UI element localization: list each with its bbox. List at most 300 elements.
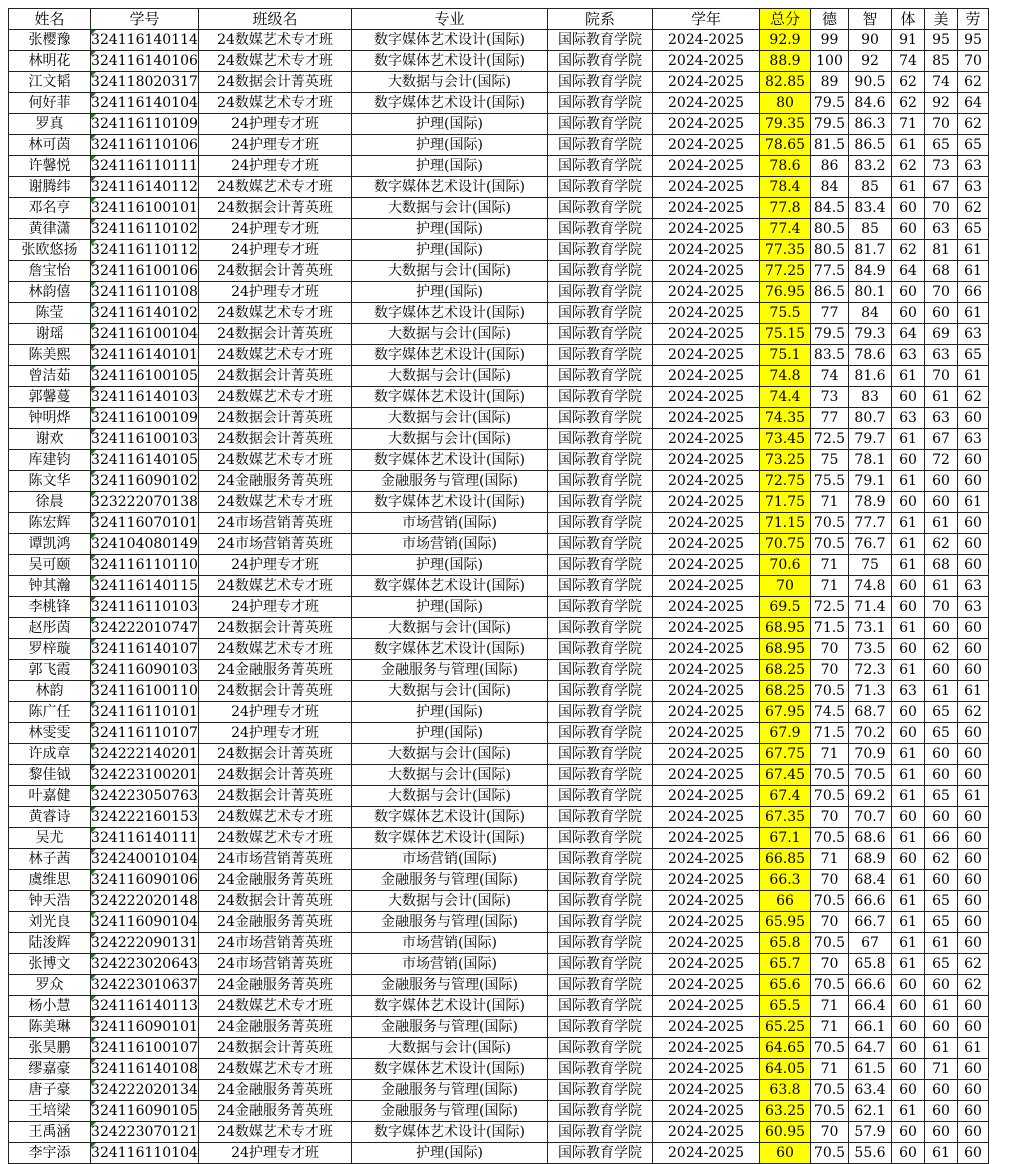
table-row <box>9 954 989 975</box>
cell-school-year: 2024-2025 <box>653 786 760 807</box>
cell-total-score: 73.25 <box>760 450 811 471</box>
cell-total-score: 67.4 <box>760 786 811 807</box>
cell-class-name: 24数据会计菁英班 <box>199 324 352 345</box>
header-row <box>9 9 989 30</box>
cell-aesthetic: 60 <box>925 1080 958 1101</box>
cell-intellect: 68.7 <box>849 702 892 723</box>
cell-aesthetic: 70 <box>925 114 958 135</box>
cell-physical: 60 <box>892 492 925 513</box>
cell-intellect: 80.7 <box>849 408 892 429</box>
cell-moral: 80.5 <box>811 219 849 240</box>
table-row <box>9 597 989 618</box>
cell-department: 国际教育学院 <box>548 135 653 156</box>
cell-aesthetic: 85 <box>925 51 958 72</box>
table-row <box>9 891 989 912</box>
cell-name: 詹宝怡 <box>9 261 91 282</box>
cell-intellect: 61.5 <box>849 1059 892 1080</box>
cell-aesthetic: 65 <box>925 912 958 933</box>
table-body <box>9 30 989 1164</box>
cell-school-year: 2024-2025 <box>653 1143 760 1164</box>
cell-school-year: 2024-2025 <box>653 219 760 240</box>
cell-physical: 61 <box>892 618 925 639</box>
cell-major: 数字媒体艺术设计(国际) <box>352 996 548 1017</box>
cell-moral: 70 <box>811 807 849 828</box>
cell-school-year: 2024-2025 <box>653 177 760 198</box>
cell-department: 国际教育学院 <box>548 534 653 555</box>
cell-major: 大数据与会计(国际) <box>352 366 548 387</box>
cell-total-score: 72.75 <box>760 471 811 492</box>
cell-department: 国际教育学院 <box>548 1038 653 1059</box>
cell-intellect: 86.3 <box>849 114 892 135</box>
cell-name: 吴可颐 <box>9 555 91 576</box>
cell-intellect: 71.4 <box>849 597 892 618</box>
cell-intellect: 62.1 <box>849 1101 892 1122</box>
cell-class-name: 24数据会计菁英班 <box>199 618 352 639</box>
cell-name: 陈美熙 <box>9 345 91 366</box>
cell-class-name: 24数据会计菁英班 <box>199 891 352 912</box>
cell-major: 大数据与会计(国际) <box>352 618 548 639</box>
cell-class-name: 24金融服务菁英班 <box>199 1101 352 1122</box>
cell-name: 郭馨蔓 <box>9 387 91 408</box>
cell-labor: 61 <box>958 786 989 807</box>
cell-school-year: 2024-2025 <box>653 72 760 93</box>
header-department: 院系 <box>548 9 653 30</box>
cell-physical: 60 <box>892 576 925 597</box>
cell-labor: 61 <box>958 366 989 387</box>
cell-labor: 60 <box>958 534 989 555</box>
cell-department: 国际教育学院 <box>548 597 653 618</box>
cell-class-name: 24护理专才班 <box>199 240 352 261</box>
cell-physical: 61 <box>892 891 925 912</box>
cell-total-score: 60 <box>760 1143 811 1164</box>
table-row <box>9 177 989 198</box>
cell-class-name: 24数媒艺术专才班 <box>199 387 352 408</box>
cell-student-id: 324116070101 <box>91 513 199 534</box>
cell-total-score: 67.35 <box>760 807 811 828</box>
cell-class-name: 24数据会计菁英班 <box>199 198 352 219</box>
cell-class-name: 24市场营销菁英班 <box>199 954 352 975</box>
table-row <box>9 1017 989 1038</box>
cell-major: 金融服务与管理(国际) <box>352 975 548 996</box>
table-row <box>9 471 989 492</box>
table-row <box>9 807 989 828</box>
table-row <box>9 408 989 429</box>
cell-department: 国际教育学院 <box>548 492 653 513</box>
table-row <box>9 849 989 870</box>
cell-name: 许馨悦 <box>9 156 91 177</box>
cell-moral: 70.5 <box>811 534 849 555</box>
cell-school-year: 2024-2025 <box>653 366 760 387</box>
cell-labor: 60 <box>958 1122 989 1143</box>
cell-major: 大数据与会计(国际) <box>352 198 548 219</box>
cell-department: 国际教育学院 <box>548 387 653 408</box>
cell-labor: 60 <box>958 513 989 534</box>
cell-major: 护理(国际) <box>352 723 548 744</box>
cell-department: 国际教育学院 <box>548 240 653 261</box>
cell-school-year: 2024-2025 <box>653 324 760 345</box>
cell-physical: 60 <box>892 807 925 828</box>
cell-aesthetic: 61 <box>925 1038 958 1059</box>
cell-class-name: 24市场营销菁英班 <box>199 513 352 534</box>
cell-major: 市场营销(国际) <box>352 849 548 870</box>
cell-aesthetic: 66 <box>925 828 958 849</box>
cell-aesthetic: 81 <box>925 240 958 261</box>
cell-name: 张樱豫 <box>9 30 91 51</box>
cell-labor: 60 <box>958 807 989 828</box>
cell-major: 大数据与会计(国际) <box>352 261 548 282</box>
cell-physical: 61 <box>892 555 925 576</box>
cell-physical: 91 <box>892 30 925 51</box>
cell-student-id: 324116100109 <box>91 408 199 429</box>
cell-labor: 60 <box>958 1017 989 1038</box>
cell-aesthetic: 63 <box>925 345 958 366</box>
cell-major: 数字媒体艺术设计(国际) <box>352 807 548 828</box>
cell-class-name: 24数据会计菁英班 <box>199 744 352 765</box>
cell-student-id: 324116090101 <box>91 1017 199 1038</box>
cell-student-id: 324116140108 <box>91 1059 199 1080</box>
cell-intellect: 84.9 <box>849 261 892 282</box>
cell-physical: 61 <box>892 744 925 765</box>
cell-physical: 74 <box>892 51 925 72</box>
table-row <box>9 156 989 177</box>
cell-aesthetic: 60 <box>925 1017 958 1038</box>
cell-moral: 70 <box>811 639 849 660</box>
cell-moral: 71 <box>811 744 849 765</box>
cell-total-score: 66 <box>760 891 811 912</box>
cell-department: 国际教育学院 <box>548 30 653 51</box>
cell-labor: 60 <box>958 828 989 849</box>
cell-aesthetic: 60 <box>925 1122 958 1143</box>
cell-total-score: 65.5 <box>760 996 811 1017</box>
cell-labor: 60 <box>958 471 989 492</box>
cell-moral: 70 <box>811 912 849 933</box>
cell-aesthetic: 73 <box>925 156 958 177</box>
table-row <box>9 996 989 1017</box>
cell-aesthetic: 65 <box>925 954 958 975</box>
cell-major: 护理(国际) <box>352 1143 548 1164</box>
cell-class-name: 24数据会计菁英班 <box>199 261 352 282</box>
cell-physical: 64 <box>892 261 925 282</box>
cell-class-name: 24护理专才班 <box>199 702 352 723</box>
cell-total-score: 60.95 <box>760 1122 811 1143</box>
cell-intellect: 84.6 <box>849 93 892 114</box>
cell-major: 数字媒体艺术设计(国际) <box>352 177 548 198</box>
cell-name: 唐子豪 <box>9 1080 91 1101</box>
cell-intellect: 70.9 <box>849 744 892 765</box>
header-total-score: 总分 <box>760 9 811 30</box>
cell-name: 谢腾纬 <box>9 177 91 198</box>
cell-student-id: 324116140104 <box>91 93 199 114</box>
cell-major: 大数据与会计(国际) <box>352 681 548 702</box>
cell-labor: 66 <box>958 282 989 303</box>
cell-class-name: 24金融服务菁英班 <box>199 912 352 933</box>
cell-moral: 71 <box>811 492 849 513</box>
cell-aesthetic: 63 <box>925 219 958 240</box>
cell-total-score: 88.9 <box>760 51 811 72</box>
cell-total-score: 65.8 <box>760 933 811 954</box>
cell-name: 郭飞霞 <box>9 660 91 681</box>
cell-moral: 70.5 <box>811 681 849 702</box>
cell-major: 数字媒体艺术设计(国际) <box>352 450 548 471</box>
cell-physical: 64 <box>892 324 925 345</box>
cell-major: 大数据与会计(国际) <box>352 786 548 807</box>
cell-department: 国际教育学院 <box>548 975 653 996</box>
cell-student-id: 324104080149 <box>91 534 199 555</box>
table-row <box>9 1143 989 1164</box>
cell-total-score: 77.4 <box>760 219 811 240</box>
cell-moral: 86 <box>811 156 849 177</box>
cell-total-score: 79.35 <box>760 114 811 135</box>
cell-physical: 63 <box>892 345 925 366</box>
cell-student-id: 324116140103 <box>91 387 199 408</box>
cell-intellect: 66.7 <box>849 912 892 933</box>
cell-physical: 60 <box>892 303 925 324</box>
cell-school-year: 2024-2025 <box>653 30 760 51</box>
cell-labor: 65 <box>958 135 989 156</box>
cell-intellect: 69.2 <box>849 786 892 807</box>
cell-physical: 61 <box>892 429 925 450</box>
cell-intellect: 84 <box>849 303 892 324</box>
cell-school-year: 2024-2025 <box>653 1101 760 1122</box>
cell-name: 林韵僖 <box>9 282 91 303</box>
cell-school-year: 2024-2025 <box>653 975 760 996</box>
cell-major: 数字媒体艺术设计(国际) <box>352 30 548 51</box>
table-row <box>9 261 989 282</box>
table-row <box>9 345 989 366</box>
cell-aesthetic: 60 <box>925 303 958 324</box>
table-row <box>9 744 989 765</box>
table-row <box>9 933 989 954</box>
cell-moral: 70.5 <box>811 765 849 786</box>
cell-intellect: 66.6 <box>849 891 892 912</box>
header-student-id: 学号 <box>91 9 199 30</box>
cell-labor: 60 <box>958 555 989 576</box>
cell-department: 国际教育学院 <box>548 933 653 954</box>
cell-labor: 62 <box>958 387 989 408</box>
cell-intellect: 76.7 <box>849 534 892 555</box>
cell-name: 谢欢 <box>9 429 91 450</box>
cell-student-id: 324116100101 <box>91 198 199 219</box>
cell-intellect: 81.6 <box>849 366 892 387</box>
cell-student-id: 324116140105 <box>91 450 199 471</box>
cell-major: 数字媒体艺术设计(国际) <box>352 828 548 849</box>
cell-total-score: 70 <box>760 576 811 597</box>
cell-name: 钟其瀚 <box>9 576 91 597</box>
cell-intellect: 67 <box>849 933 892 954</box>
cell-moral: 77 <box>811 408 849 429</box>
cell-moral: 71.5 <box>811 618 849 639</box>
cell-name: 谢瑶 <box>9 324 91 345</box>
cell-intellect: 86.5 <box>849 135 892 156</box>
cell-department: 国际教育学院 <box>548 450 653 471</box>
cell-class-name: 24市场营销菁英班 <box>199 933 352 954</box>
cell-student-id: 324116110103 <box>91 597 199 618</box>
cell-total-score: 73.45 <box>760 429 811 450</box>
cell-department: 国际教育学院 <box>548 471 653 492</box>
cell-student-id: 324116110110 <box>91 555 199 576</box>
cell-physical: 62 <box>892 93 925 114</box>
cell-physical: 63 <box>892 408 925 429</box>
cell-school-year: 2024-2025 <box>653 912 760 933</box>
table-row <box>9 1122 989 1143</box>
cell-labor: 60 <box>958 933 989 954</box>
cell-total-score: 92.9 <box>760 30 811 51</box>
cell-physical: 60 <box>892 996 925 1017</box>
cell-major: 市场营销(国际) <box>352 933 548 954</box>
cell-aesthetic: 60 <box>925 807 958 828</box>
cell-school-year: 2024-2025 <box>653 744 760 765</box>
cell-moral: 71 <box>811 1017 849 1038</box>
cell-department: 国际教育学院 <box>548 324 653 345</box>
cell-total-score: 78.6 <box>760 156 811 177</box>
table-row <box>9 30 989 51</box>
table-row <box>9 303 989 324</box>
cell-class-name: 24数媒艺术专才班 <box>199 639 352 660</box>
cell-total-score: 66.3 <box>760 870 811 891</box>
cell-moral: 70.5 <box>811 513 849 534</box>
cell-labor: 62 <box>958 702 989 723</box>
cell-labor: 62 <box>958 954 989 975</box>
cell-intellect: 81.7 <box>849 240 892 261</box>
cell-student-id: 324222090131 <box>91 933 199 954</box>
cell-school-year: 2024-2025 <box>653 303 760 324</box>
cell-class-name: 24护理专才班 <box>199 156 352 177</box>
cell-department: 国际教育学院 <box>548 723 653 744</box>
cell-department: 国际教育学院 <box>548 870 653 891</box>
cell-aesthetic: 63 <box>925 408 958 429</box>
cell-aesthetic: 62 <box>925 639 958 660</box>
cell-school-year: 2024-2025 <box>653 513 760 534</box>
cell-moral: 71 <box>811 1059 849 1080</box>
cell-student-id: 324116110112 <box>91 240 199 261</box>
cell-total-score: 77.35 <box>760 240 811 261</box>
cell-intellect: 65.8 <box>849 954 892 975</box>
cell-moral: 71.5 <box>811 723 849 744</box>
cell-intellect: 70.7 <box>849 807 892 828</box>
cell-moral: 86.5 <box>811 282 849 303</box>
cell-name: 库建钧 <box>9 450 91 471</box>
cell-aesthetic: 60 <box>925 870 958 891</box>
cell-aesthetic: 67 <box>925 177 958 198</box>
cell-class-name: 24数媒艺术专才班 <box>199 51 352 72</box>
cell-student-id: 324116140101 <box>91 345 199 366</box>
cell-physical: 60 <box>892 702 925 723</box>
cell-physical: 60 <box>892 1080 925 1101</box>
cell-name: 江文韬 <box>9 72 91 93</box>
cell-name: 黄睿诗 <box>9 807 91 828</box>
cell-total-score: 75.15 <box>760 324 811 345</box>
cell-name: 张欧悠扬 <box>9 240 91 261</box>
cell-physical: 60 <box>892 597 925 618</box>
cell-physical: 60 <box>892 1038 925 1059</box>
cell-moral: 70.5 <box>811 828 849 849</box>
header-moral: 德 <box>811 9 849 30</box>
cell-school-year: 2024-2025 <box>653 282 760 303</box>
table-row <box>9 72 989 93</box>
cell-major: 护理(国际) <box>352 156 548 177</box>
cell-aesthetic: 74 <box>925 72 958 93</box>
cell-school-year: 2024-2025 <box>653 471 760 492</box>
cell-school-year: 2024-2025 <box>653 660 760 681</box>
cell-major: 金融服务与管理(国际) <box>352 471 548 492</box>
cell-department: 国际教育学院 <box>548 156 653 177</box>
cell-aesthetic: 60 <box>925 471 958 492</box>
table-row <box>9 240 989 261</box>
cell-class-name: 24数媒艺术专才班 <box>199 492 352 513</box>
cell-name: 陈文华 <box>9 471 91 492</box>
cell-aesthetic: 61 <box>925 387 958 408</box>
cell-moral: 74.5 <box>811 702 849 723</box>
cell-moral: 70.5 <box>811 933 849 954</box>
cell-total-score: 69.5 <box>760 597 811 618</box>
cell-school-year: 2024-2025 <box>653 954 760 975</box>
cell-aesthetic: 61 <box>925 576 958 597</box>
cell-labor: 60 <box>958 891 989 912</box>
cell-moral: 73 <box>811 387 849 408</box>
cell-student-id: 324116140106 <box>91 51 199 72</box>
cell-major: 数字媒体艺术设计(国际) <box>352 492 548 513</box>
cell-moral: 70 <box>811 870 849 891</box>
cell-department: 国际教育学院 <box>548 912 653 933</box>
cell-department: 国际教育学院 <box>548 345 653 366</box>
cell-class-name: 24金融服务菁英班 <box>199 1080 352 1101</box>
cell-aesthetic: 60 <box>925 744 958 765</box>
cell-name: 钟明烨 <box>9 408 91 429</box>
cell-total-score: 65.7 <box>760 954 811 975</box>
cell-student-id: 324116100104 <box>91 324 199 345</box>
cell-moral: 72.5 <box>811 597 849 618</box>
cell-aesthetic: 61 <box>925 933 958 954</box>
cell-moral: 70.5 <box>811 1101 849 1122</box>
cell-class-name: 24数媒艺术专才班 <box>199 177 352 198</box>
table-row <box>9 450 989 471</box>
cell-student-id: 324222020134 <box>91 1080 199 1101</box>
cell-total-score: 74.8 <box>760 366 811 387</box>
table-row <box>9 975 989 996</box>
cell-name: 虞维思 <box>9 870 91 891</box>
cell-student-id: 324223020643 <box>91 954 199 975</box>
cell-total-score: 82.85 <box>760 72 811 93</box>
cell-moral: 100 <box>811 51 849 72</box>
cell-labor: 62 <box>958 72 989 93</box>
cell-class-name: 24护理专才班 <box>199 135 352 156</box>
table-row <box>9 786 989 807</box>
cell-major: 护理(国际) <box>352 240 548 261</box>
cell-total-score: 65.95 <box>760 912 811 933</box>
cell-major: 市场营销(国际) <box>352 534 548 555</box>
cell-student-id: 324223010637 <box>91 975 199 996</box>
cell-intellect: 79.3 <box>849 324 892 345</box>
table-row <box>9 681 989 702</box>
cell-aesthetic: 70 <box>925 366 958 387</box>
cell-school-year: 2024-2025 <box>653 618 760 639</box>
cell-physical: 61 <box>892 366 925 387</box>
cell-class-name: 24市场营销菁英班 <box>199 849 352 870</box>
cell-school-year: 2024-2025 <box>653 1059 760 1080</box>
cell-physical: 61 <box>892 828 925 849</box>
cell-school-year: 2024-2025 <box>653 429 760 450</box>
cell-aesthetic: 65 <box>925 135 958 156</box>
cell-student-id: 324116100105 <box>91 366 199 387</box>
table-row <box>9 660 989 681</box>
cell-major: 大数据与会计(国际) <box>352 429 548 450</box>
cell-total-score: 70.75 <box>760 534 811 555</box>
cell-moral: 84 <box>811 177 849 198</box>
cell-labor: 60 <box>958 408 989 429</box>
cell-class-name: 24金融服务菁英班 <box>199 870 352 891</box>
cell-class-name: 24护理专才班 <box>199 282 352 303</box>
table-row <box>9 639 989 660</box>
